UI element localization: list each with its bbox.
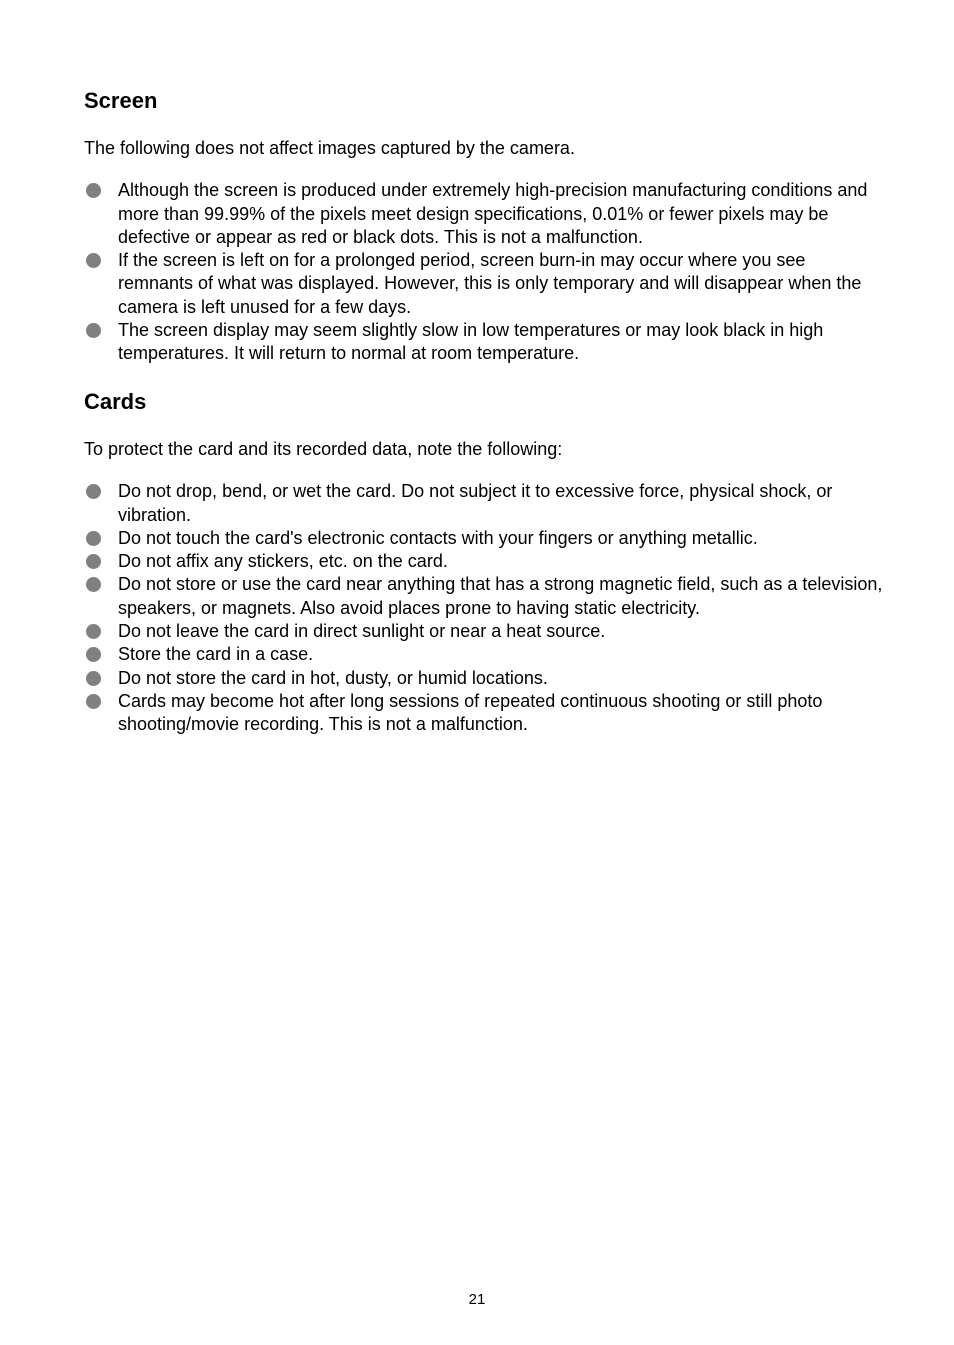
bullet-dot-icon [86,694,101,709]
bullet-dot-icon [86,253,101,268]
screen-intro: The following does not affect images captured by the camera. [84,138,575,158]
page-number: 21 [468,1291,486,1308]
list-item-text: The screen display may seem slightly slow in low temperatures or may look black in high temperatures. It will return to normal at room temperature. [118,320,824,364]
bullet-dot-icon [86,624,101,639]
cards-heading: Cards [84,389,147,414]
list-item-text: Cards may become hot after long sessions of repeated continuous shooting or still photo shooting/movie recording. This is not a malfunction. [118,690,823,735]
list-item [84,573,884,620]
list-item-text: If the screen is left on for a prolonged period, screen burn-in may occur where you see remnants of what was displayed. However, this is only temporary and will disappear when the camera is left unused for a few days. [118,250,862,317]
screen-section [84,86,884,366]
bullet-dot-icon [86,484,101,499]
screen-bullet-list [84,179,884,365]
list-item [84,179,884,249]
list-item-text: Do not affix any stickers, etc. on the card. [118,551,448,572]
list-item-text: Do not store or use the card near anything that has a strong magnetic field, such as a television, speakers, or magnets. Also avoid places prone to having static electricity. [118,574,883,618]
bullet-dot-icon [86,554,101,569]
screen-heading: Screen [84,88,158,113]
list-item [84,249,884,319]
cards-bullet-list [84,480,884,736]
cards-intro: To protect the card and its recorded data, note the following: [84,439,563,459]
list-item-text: Do not touch the card's electronic contacts with your fingers or anything metallic. [118,527,758,548]
list-item [84,319,884,366]
list-item [84,480,884,527]
list-item [84,667,884,690]
list-item [84,550,884,573]
list-item [84,690,884,737]
bullet-dot-icon [86,647,101,662]
bullet-dot-icon [86,183,101,198]
list-item-text: Do not leave the card in direct sunlight or near a heat source. [118,621,606,642]
list-item-text: Do not drop, bend, or wet the card. Do not subject it to excessive force, physical shock, or vibration. [118,481,833,525]
list-item-text: Do not store the card in hot, dusty, or humid locations. [118,667,548,688]
list-item [84,527,884,550]
list-item-text: Store the card in a case. [118,644,314,665]
list-item [84,620,884,643]
bullet-dot-icon [86,531,101,546]
cards-section [84,387,884,737]
bullet-dot-icon [86,323,101,338]
bullet-dot-icon [86,671,101,686]
bullet-dot-icon [86,577,101,592]
list-item [84,643,884,666]
list-item-text: Although the screen is produced under extremely high-precision manufacturing conditions and more than 99.99% of the pixels meet design specifications, 0.01% or fewer pixels may be defective or appear as red or black dots. This is not a malfunction. [118,180,868,247]
